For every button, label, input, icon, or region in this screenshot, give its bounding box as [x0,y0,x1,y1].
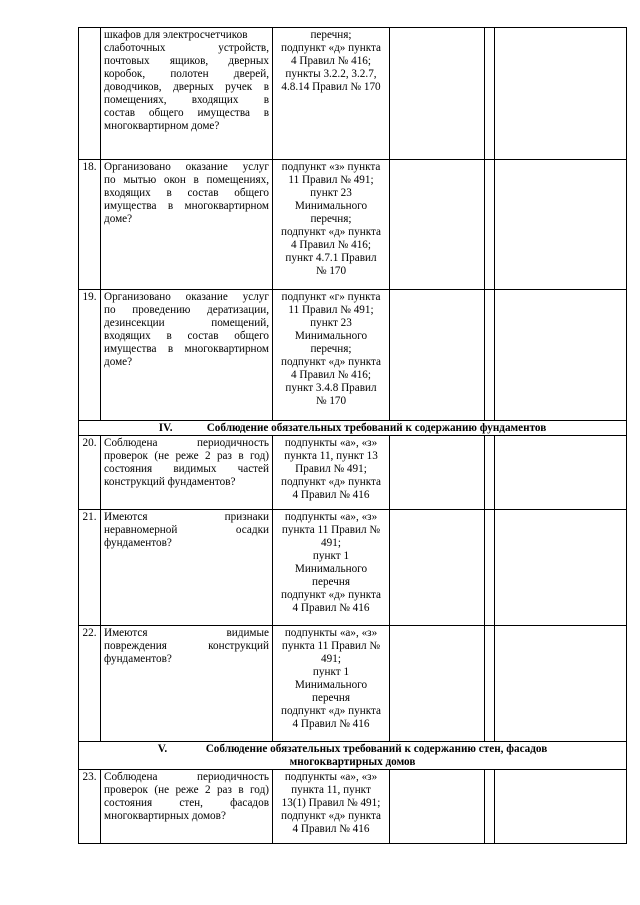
reference-cell [273,28,390,160]
answer-cell[interactable] [485,436,495,510]
reference-cell [273,160,390,290]
table-row [79,290,627,421]
question-line: конструкций фундаментов? [104,476,236,488]
reference-cell [273,626,390,742]
reference-line: 4 Правил № 416; [290,239,372,251]
reference-line: пункты 3.2.2, 3.2.7, [285,68,377,80]
reference-line: 13(1) Правил № 491; [281,797,381,809]
question-line: входящих в состав общего [104,330,269,342]
reference-line: перечня; [310,343,352,355]
reference-line: Минимального [294,679,368,691]
section-title [79,421,627,436]
reference-line: 491; [321,537,341,549]
reference-line: 4.8.14 Правил № 170 [281,81,381,93]
question-line: неравномерной осадки [104,524,269,536]
reference-line: подпункт «д» пункта [280,705,381,717]
comment-cell[interactable] [495,290,627,421]
reference-line: подпункт «д» пункта [280,42,381,54]
comment-cell[interactable] [495,28,627,160]
reference-line: Минимального [294,563,368,575]
question-cell [101,290,273,421]
reference-line: 11 Правил № 491; [288,174,374,186]
answer-cell[interactable] [485,160,495,290]
answer-cell[interactable] [390,290,485,421]
reference-line: 491; [321,653,341,665]
question-line: проверок (не реже 2 раз в год) [104,450,269,462]
reference-line: Минимального [294,200,368,212]
table-row [79,510,627,626]
reference-line: перечня; [310,29,352,41]
answer-cell[interactable] [390,510,485,626]
checklist-body [79,28,627,844]
reference-line: подпункт «з» пункта [281,161,381,173]
reference-line: 4 Правил № 416; [290,369,372,381]
answer-cell[interactable] [485,290,495,421]
question-line: коробок, полотен дверей, [104,68,269,80]
reference-line: подпункты «а», «з» [284,437,378,449]
row-number: 19. [79,290,101,421]
reference-line: перечня [312,576,350,588]
reference-line: подпункт «д» пункта [280,810,381,822]
question-cell [101,28,273,160]
answer-cell[interactable] [485,28,495,160]
table-row [79,28,627,160]
answer-cell[interactable] [390,160,485,290]
question-cell [101,626,273,742]
question-line: помещениях, входящих в [104,94,269,106]
reference-line: пункта 11 Правил № [281,640,381,652]
reference-line: подпункты «а», «з» [284,627,378,639]
answer-cell[interactable] [390,770,485,844]
reference-line: пункта 11, пункт [291,784,371,796]
question-line: доме? [104,356,133,368]
reference-line: подпункт «д» пункта [280,589,381,601]
section-number: V. [157,743,168,755]
question-line: повреждения конструкций [104,640,269,652]
reference-cell [273,436,390,510]
answer-cell[interactable] [485,626,495,742]
answer-cell[interactable] [485,510,495,626]
question-line: состояния стен, фасадов [104,797,269,809]
comment-cell[interactable] [495,436,627,510]
question-line: состояния видимых частей [104,463,269,475]
reference-cell [273,510,390,626]
question-line: имущества в многоквартирном [104,343,269,355]
question-line: проверок (не реже 2 раз в год) [104,784,269,796]
reference-line: подпункты «а», «з» [284,771,378,783]
reference-line: 11 Правил № 491; [288,304,374,316]
question-line: имущества в многоквартирном [104,200,269,212]
reference-line: 4 Правил № 416 [292,489,370,501]
answer-cell[interactable] [390,28,485,160]
reference-line: подпункт «д» пункта [280,356,381,368]
reference-line: № 170 [315,395,347,407]
reference-line: пункт 1 [312,550,350,562]
question-line: многоквартирном доме? [104,120,220,132]
table-row [79,770,627,844]
question-line: по проведению дератизации, [104,304,269,316]
question-line: доводчиков, дверных ручек в [104,81,269,93]
table-row [79,626,627,742]
reference-line: пункт 23 [310,317,352,329]
question-cell [101,770,273,844]
question-line: фундаментов? [104,653,172,665]
section-number: IV. [158,422,173,434]
reference-line: пункта 11, пункт 13 [284,450,378,462]
question-cell [101,510,273,626]
reference-line: пункт 23 [310,187,352,199]
question-cell [101,436,273,510]
question-cell [101,160,273,290]
reference-line: Правил № 491; [295,463,367,475]
question-line: почтовых ящиков, дверных [104,55,269,67]
reference-line: пункт 3.4.8 Правил [285,382,377,394]
question-line: фундаментов? [104,537,172,549]
comment-cell[interactable] [495,510,627,626]
question-line: по мытью окон в помещениях, [104,174,269,186]
row-number: 23. [79,770,101,844]
reference-line: подпункт «г» пункта [281,291,381,303]
question-line: дезинсекции помещений, [104,317,269,329]
comment-cell[interactable] [495,626,627,742]
reference-line: перечня; [310,213,352,225]
question-line: входящих в состав общего [104,187,269,199]
section-title [79,742,627,770]
section-title-line: многоквартирных домов [289,756,416,768]
reference-line: подпункт «д» пункта [280,476,381,488]
reference-line: пункт 4.7.1 Правил [285,252,377,264]
question-line: слаботочных устройств, [104,42,269,54]
reference-line: пункт 1 [312,666,350,678]
section-header-row [79,742,627,770]
reference-line: 4 Правил № 416 [292,602,370,614]
reference-cell [273,290,390,421]
question-line: Организовано оказание услуг [104,291,269,303]
question-line: многоквартирных домов? [104,810,226,822]
row-number: 20. [79,436,101,510]
question-line: Соблюдена периодичность [104,771,269,783]
question-line: Соблюдена периодичность [104,437,269,449]
question-line: доме? [104,213,133,225]
section-header-row [79,421,627,436]
section-title-line: Соблюдение обязательных требований к содержанию фундаментов [206,422,547,434]
reference-line: 4 Правил № 416 [292,718,370,730]
reference-line: подпункты «а», «з» [284,511,378,523]
question-line: Имеются видимые [104,627,269,639]
question-line: Организовано оказание услуг [104,161,269,173]
answer-cell[interactable] [390,626,485,742]
inspection-checklist-table [78,27,627,844]
comment-cell[interactable] [495,160,627,290]
reference-cell [273,770,390,844]
table-row [79,436,627,510]
table-row [79,160,627,290]
comment-cell[interactable] [495,770,627,844]
answer-cell[interactable] [485,770,495,844]
row-number: 21. [79,510,101,626]
reference-line: Минимального [294,330,368,342]
reference-line: перечня [312,692,350,704]
question-line: состав общего имущества в [104,107,269,119]
reference-line: подпункт «д» пункта [280,226,381,238]
row-number [79,28,101,160]
reference-line: 4 Правил № 416; [290,55,372,67]
question-line: Имеются признаки [104,511,269,523]
reference-line: 4 Правил № 416 [292,823,370,835]
question-line: шкафов для электросчетчиков [104,29,248,41]
row-number: 18. [79,160,101,290]
reference-line: № 170 [315,265,347,277]
row-number: 22. [79,626,101,742]
answer-cell[interactable] [390,436,485,510]
reference-line: пункта 11 Правил № [281,524,381,536]
section-title-line: Соблюдение обязательных требований к содержанию стен, фасадов [205,743,548,755]
